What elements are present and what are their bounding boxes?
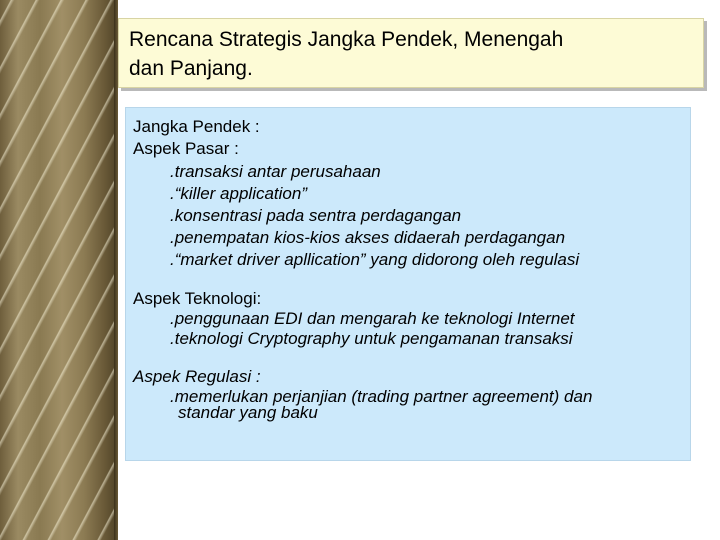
slide-title-box (118, 18, 704, 88)
teknologi-item: .teknologi Cryptography untuk pengamanan transaksi (170, 329, 573, 348)
teknologi-item: .penggunaan EDI dan mengarah ke teknologi Internet (170, 309, 575, 328)
aspek-teknologi-label: Aspek Teknologi: (133, 289, 262, 308)
pasar-item: .“killer application” (170, 184, 307, 203)
content-box (125, 107, 691, 461)
slide-title-line-1: Rencana Strategis Jangka Pendek, Menengah (129, 28, 564, 51)
decorative-wood-sidebar (0, 0, 118, 540)
pasar-item: .konsentrasi pada sentra perdagangan (170, 206, 462, 225)
regulasi-item: .memerlukan perjanjian (trading partner agreement) dan (170, 387, 593, 406)
section-heading: Jangka Pendek : (133, 117, 260, 136)
pasar-item: .transaksi antar perusahaan (170, 162, 381, 181)
aspek-pasar-label: Aspek Pasar : (133, 139, 239, 158)
slide-title-line-2: dan Panjang. (129, 57, 253, 80)
pasar-item: .“market driver apllication” yang didorong oleh regulasi (170, 250, 580, 269)
aspek-regulasi-label: Aspek Regulasi : (133, 367, 261, 386)
slide-title (129, 25, 689, 83)
regulasi-item: standar yang baku (178, 403, 318, 422)
pasar-item: .penempatan kios-kios akses didaerah perdagangan (170, 228, 566, 247)
